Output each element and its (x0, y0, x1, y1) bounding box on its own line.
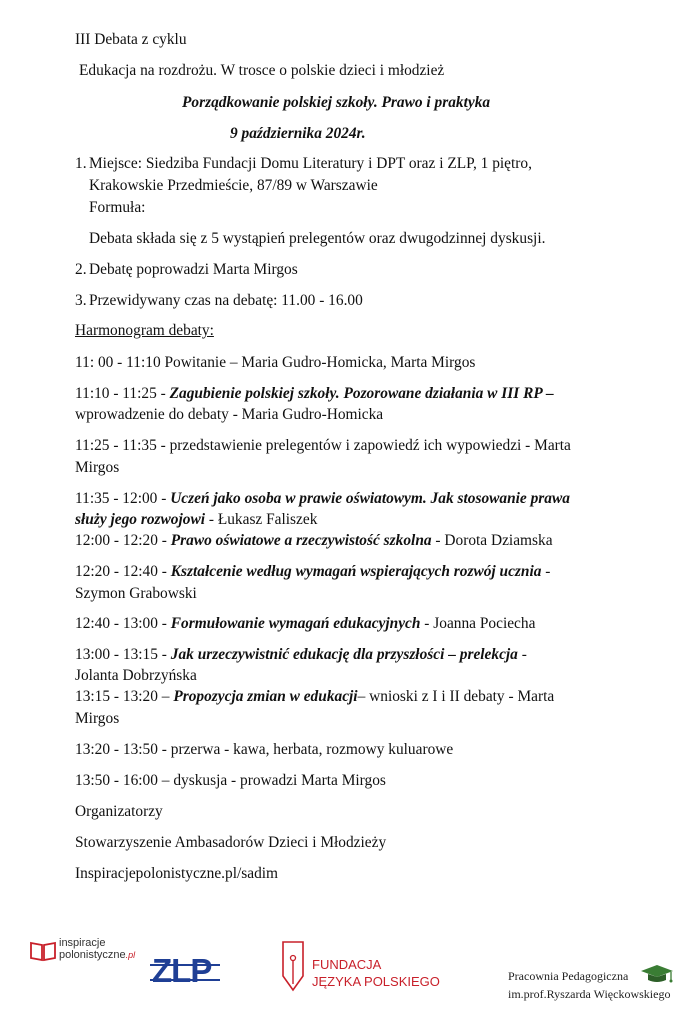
item-topic-cont: służy jego rozwojowi (75, 511, 205, 528)
item-time: 13:00 - 13:15 - (75, 646, 171, 663)
inspiracje-text-1: inspiracje (59, 937, 106, 949)
open-book-icon (30, 940, 56, 962)
schedule-item-7 (75, 614, 535, 634)
schedule-item-6 (75, 562, 550, 582)
schedule-item-4 (75, 489, 570, 509)
item-dash: - (517, 646, 527, 663)
item-time: 12:00 - 12:20 - (75, 532, 171, 549)
inspiracje-suffix: .pl (125, 950, 136, 960)
inspiracje-logo (30, 937, 150, 967)
graduation-cap-icon (640, 963, 674, 985)
schedule-item-11: 13:50 - 16:00 – dyskusja - prowadzi Marta Mirgos (75, 772, 386, 789)
item-time: 12:40 - 13:00 - (75, 615, 171, 632)
item-time: 12:20 - 12:40 - (75, 563, 171, 580)
inspiracje-word: polonistyczne (59, 949, 126, 961)
debate-date: 9 października 2024r. (230, 125, 366, 142)
formula-text: Debata składa się z 5 wystąpień prelegentów oraz dwugodzinnej dyskusji. (89, 230, 546, 247)
place-line-2: Krakowskie Przedmieście, 87/89 w Warszawie (89, 177, 378, 194)
schedule-item-3-cont: Mirgos (75, 459, 120, 476)
schedule-item-8-cont: Jolanta Dobrzyńska (75, 667, 197, 684)
place-line-1: Miejsce: Siedziba Fundacji Domu Literatury i DPT oraz i ZLP, 1 piętro, (89, 155, 532, 172)
item-dash: - (541, 563, 551, 580)
pen-nib-icon (280, 940, 306, 992)
item-topic: Prawo oświatowe a rzeczywistość szkolna (170, 532, 432, 549)
item-speaker: - Łukasz Faliszek (205, 511, 318, 528)
item-topic: Uczeń jako osoba w prawie oświatowym. Jak stosowanie prawa (170, 490, 570, 507)
item-topic: Kształcenie według wymagań wspierających rozwój ucznia (170, 563, 542, 580)
organizers-label: Organizatorzy (75, 803, 163, 820)
organizer-name: Stowarzyszenie Ambasadorów Dzieci i Młodzieży (75, 834, 387, 851)
series-line: III Debata z cyklu (75, 31, 187, 48)
pracownia-text-1: Pracownia Pedagogiczna (508, 969, 629, 983)
schedule-item-3: 11:25 - 11:35 - przedstawienie prelegentów i zapowiedź ich wypowiedzi - Marta (75, 437, 571, 454)
list-number-3: 3. (75, 292, 87, 309)
schedule-item-8 (75, 645, 527, 665)
item-time: 11:10 - 11:25 - (75, 385, 170, 402)
item-topic: Propozycja zmian w edukacji (173, 688, 358, 705)
item-time: 13:15 - 13:20 – (75, 688, 174, 705)
item-speaker: – wnioski z I i II debaty - Marta (357, 688, 555, 705)
schedule-heading: Harmonogram debaty: (75, 322, 214, 339)
fundacja-text-1: FUNDACJA (312, 957, 382, 972)
schedule-item-5 (75, 531, 553, 551)
schedule-item-2-cont: wprowadzenie do debaty - Maria Gudro-Homicka (75, 406, 384, 423)
pracownia-logo (508, 963, 693, 1005)
website: Inspiracjepolonistyczne.pl/sadim (75, 865, 279, 882)
item-time: 11:35 - 12:00 - (75, 490, 171, 507)
schedule-item-4-cont (75, 510, 317, 530)
formula-label: Formuła: (89, 199, 146, 216)
pracownia-text-2: im.prof.Ryszarda Więckowskiego (508, 987, 671, 1001)
zlp-logo (150, 952, 220, 991)
schedule-item-9-cont: Mirgos (75, 710, 120, 727)
schedule-item-9 (75, 687, 554, 707)
list-number-2: 2. (75, 261, 87, 278)
schedule-item-2 (75, 384, 554, 404)
item-speaker: - Dorota Dziamska (431, 532, 553, 549)
schedule-item-6-cont: Szymon Grabowski (75, 585, 197, 602)
item-topic: Formułowanie wymagań edukacyjnych (170, 615, 421, 632)
debate-title: Porządkowanie polskiej szkoły. Prawo i praktyka (182, 94, 491, 111)
list-number-1: 1. (75, 155, 87, 172)
fundacja-logo (280, 940, 440, 995)
inspiracje-text-2 (59, 949, 135, 961)
debate-time: Przewidywany czas na debatę: 11.00 - 16.00 (89, 292, 363, 309)
item-speaker: - Joanna Pociecha (420, 615, 536, 632)
moderator: Debatę poprowadzi Marta Mirgos (89, 261, 298, 278)
item-topic: Zagubienie polskiej szkoły. Pozorowane działania w III RP – (169, 385, 554, 402)
schedule-item-10: 13:20 - 13:50 - przerwa - kawa, herbata, rozmowy kuluarowe (75, 741, 454, 758)
zlp-text: ZLP (152, 952, 212, 989)
item-topic: Jak urzeczywistnić edukację dla przyszłości – prelekcja (170, 646, 518, 663)
cycle-title: Edukacja na rozdrożu. W trosce o polskie dzieci i młodzież (79, 62, 445, 79)
fundacja-text-2: JĘZYKA POLSKIEGO (312, 974, 440, 989)
schedule-item-1: 11: 00 - 11:10 Powitanie – Maria Gudro-Homicka, Marta Mirgos (75, 354, 476, 371)
